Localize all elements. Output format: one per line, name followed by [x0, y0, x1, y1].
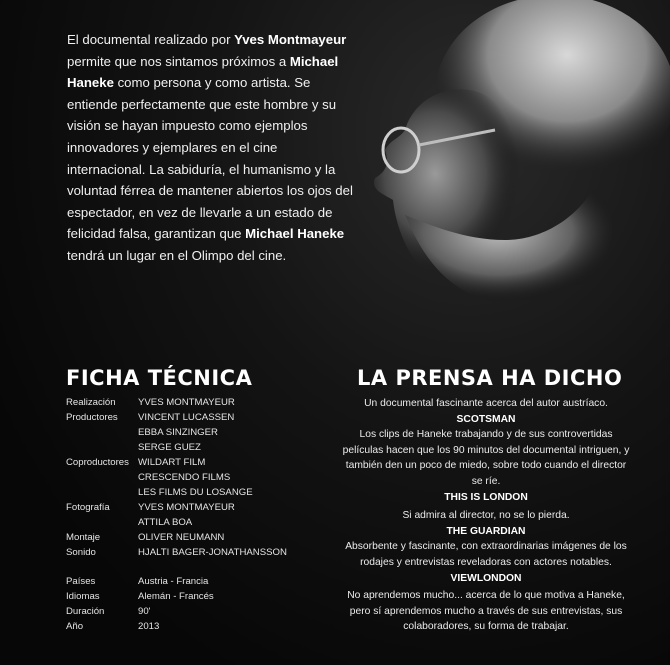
quote-text: Absorbente y fascinante, con extraordinarias imágenes de los rodajes y entrevistas reveladoras con actores notables.: [345, 541, 627, 568]
quote-source: THE GUARDIAN: [446, 525, 526, 537]
quote-text: No aprendemos mucho... acerca de lo que motiva a Haneke, pero sí aprendemos mucho a través de sus entrevistas, sus colaboradores, su forma de trabajar.: [347, 590, 625, 633]
director-name: Yves Montmayeur: [234, 32, 347, 47]
credit-row: SERGE GUEZ: [138, 442, 201, 453]
credit-row: Coproductores WILDART FILM: [66, 457, 206, 468]
credit-row: CRESCENDO FILMS: [138, 472, 231, 483]
info-row: Idiomas Alemán - Francés: [66, 591, 214, 602]
intro-paragraph: El documental realizado por Yves Montmayeur permite que nos sintamos próximos a Michael Haneke como persona y como artista. Se entiende perfectamente que este hombre y su visión se hayan impuesto como ejemplos innovadores y ejemplares en el cine internacional. La sabiduría, el humanismo y la voluntad férrea de mantener abiertos los ojos del espectador, en vez de llevarle a un estado de felicidad falsa, garantizan que Michael Haneke tendrá un lugar en el Olimpo del cine.: [67, 32, 353, 263]
director-portrait: [345, 0, 670, 330]
subject-name: Michael Haneke: [67, 53, 339, 91]
quote-source: SCOTSMAN: [456, 413, 516, 425]
quote-text: Un documental fascinante acerca del autor austríaco.: [364, 398, 608, 409]
info-row: Duración 90': [66, 606, 151, 617]
credit-row: LES FILMS DU LOSANGE: [138, 487, 253, 498]
credit-row: Fotografía YVES MONTMAYEUR: [66, 502, 235, 513]
quote-source: VIEWLONDON: [450, 572, 522, 584]
credit-row: EBBA SINZINGER: [138, 427, 218, 438]
quote-text: Los clips de Haneke trabajando y de sus controvertidas películas hacen que los 90 minutos del documental intriguen, y también den un poco de miedo, sobre todo cuando el director se ríe.: [342, 429, 630, 487]
ficha-title: FICHA TÉCNICA: [66, 366, 253, 390]
info-row: Año 2013: [66, 621, 160, 632]
quote-source: THIS IS LONDON: [444, 491, 528, 503]
credit-row: Realización YVES MONTMAYEUR: [66, 397, 235, 408]
quote-text: Si admira al director, no se lo pierda.: [402, 510, 570, 522]
info-row: Países Austria - Francia: [66, 576, 209, 587]
credit-row: Montaje OLIVER NEUMANN: [66, 532, 225, 543]
ficha-tecnica-table: [66, 395, 346, 634]
credit-row: Sonido HJALTI BAGER-JONATHANSSON: [66, 547, 287, 558]
credit-row: ATTILA BOA: [138, 517, 193, 528]
credit-row: Productores VINCENT LUCASSEN: [66, 412, 235, 423]
subject-name-2: Michael Haneke: [245, 226, 345, 242]
prensa-title: LA PRENSA HA DICHO: [357, 366, 623, 390]
press-quotes: [342, 396, 630, 635]
